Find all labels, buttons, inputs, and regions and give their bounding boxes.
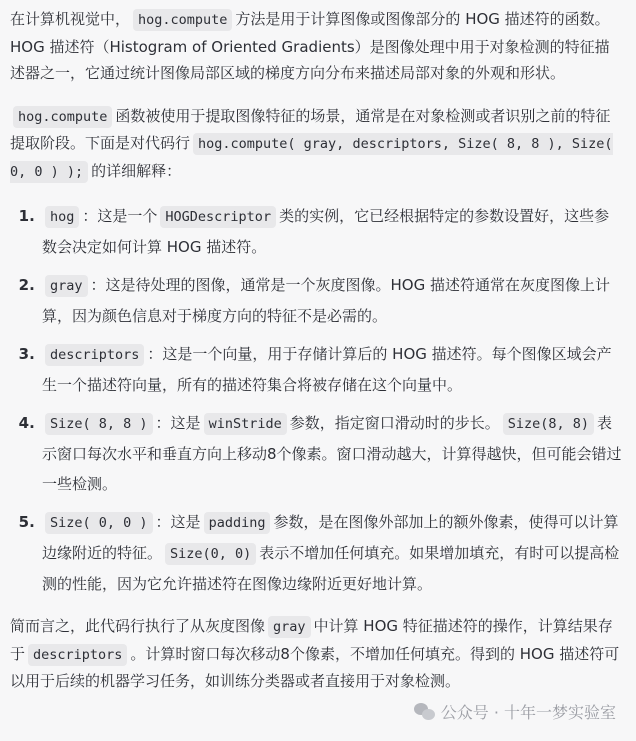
list-item-padding [40, 507, 622, 599]
text-run: 方法是用于计算图像或图像部分的 HOG 描述符的函数。HOG 描述符（Histogram of Oriented Gradients）是图像处理中用于对象检测的特征描述器之一，它通过统计图像局部区域的梯度方向分布来描述局部对象的外观和形状。 [10, 10, 610, 82]
text-run: ：这是 [155, 513, 201, 531]
inline-code: HOGDescriptor [160, 206, 276, 228]
inline-code: Size(8, 8) [503, 413, 594, 435]
text-run: 在计算机视觉中， [10, 10, 131, 28]
inline-code: descriptors [45, 344, 144, 366]
text-run: ：这是一个向量，用于存储计算后的 HOG 描述符。每个图像区域会产生一个描述符向量，所有的描述符集合将被存储在这个向量中。 [42, 345, 612, 394]
text-run: 参数，是在图像外部加上的额外像素，使得可以计算边缘附近的特征。 [42, 513, 619, 562]
inline-code: hog.compute [133, 9, 232, 31]
intro-paragraph [10, 6, 622, 87]
inline-code: descriptors [28, 644, 127, 666]
text-run: 表示不增加任何填充。如果增加填充，有时可以提高检测的性能，因为它允许描述符在图像边缘附近更好地计算。 [42, 544, 620, 593]
parameter-list [10, 201, 622, 599]
text-run: 简而言之，此代码行执行了从灰度图像 [10, 617, 266, 635]
text-run: ：这是 [155, 414, 201, 432]
list-item-hog [40, 201, 622, 262]
list-item-descriptors [40, 339, 622, 400]
list-item-winstride [40, 408, 622, 499]
usage-paragraph [10, 103, 622, 186]
text-run: 函数被使用于提取图像特征的场景，通常是在对象检测或者识别之前的特征提取阶段。下面是对代码行 [10, 106, 611, 152]
text-run: ：这是待处理的图像，通常是一个灰度图像。HOG 描述符通常在灰度图像上计算，因为颜色信息对于梯度方向的特征不是必需的。 [42, 276, 610, 325]
text-run: 的详细解释： [91, 161, 182, 180]
watermark-text: 公众号 · 十年一梦实验室 [440, 703, 616, 722]
inline-code: Size( 8, 8 ) [45, 413, 153, 435]
list-item-gray [40, 270, 622, 331]
text-run: 类的实例，它已经根据特定的参数设置好，这些参数会决定如何计算 HOG 描述符。 [42, 207, 610, 256]
inline-code: gray [45, 275, 88, 297]
inline-code: hog.compute( gray, descriptors, Size( 8, 8 ), Size( 0, 0 ) ); [10, 133, 613, 183]
watermark [414, 700, 616, 723]
text-run: 。计算时窗口每次移动8个像素，不增加任何填充。得到的 HOG 描述符可以用于后续的机器学习任务，如训练分类器或者直接用于对象检测。 [10, 644, 620, 690]
inline-code: hog [45, 206, 79, 228]
summary-paragraph [10, 613, 622, 695]
inline-code: Size( 0, 0 ) [45, 512, 153, 534]
text-run: 参数，指定窗口滑动时的步长。 [289, 414, 500, 432]
text-run: 中计算 HOG 特征描述符的操作，计算结果存于 [10, 617, 613, 663]
text-run: 表示窗口每次水平和垂直方向上移动8个像素。窗口滑动越大，计算得越快，但可能会错过一些检测。 [42, 414, 622, 493]
wechat-icon [414, 703, 436, 721]
inline-code: padding [204, 512, 271, 534]
inline-code: winStride [204, 413, 287, 435]
inline-code: Size(0, 0) [165, 543, 256, 565]
text-run: ：这是一个 [82, 207, 158, 225]
inline-code: gray [268, 616, 311, 638]
inline-code: hog.compute [13, 106, 112, 128]
